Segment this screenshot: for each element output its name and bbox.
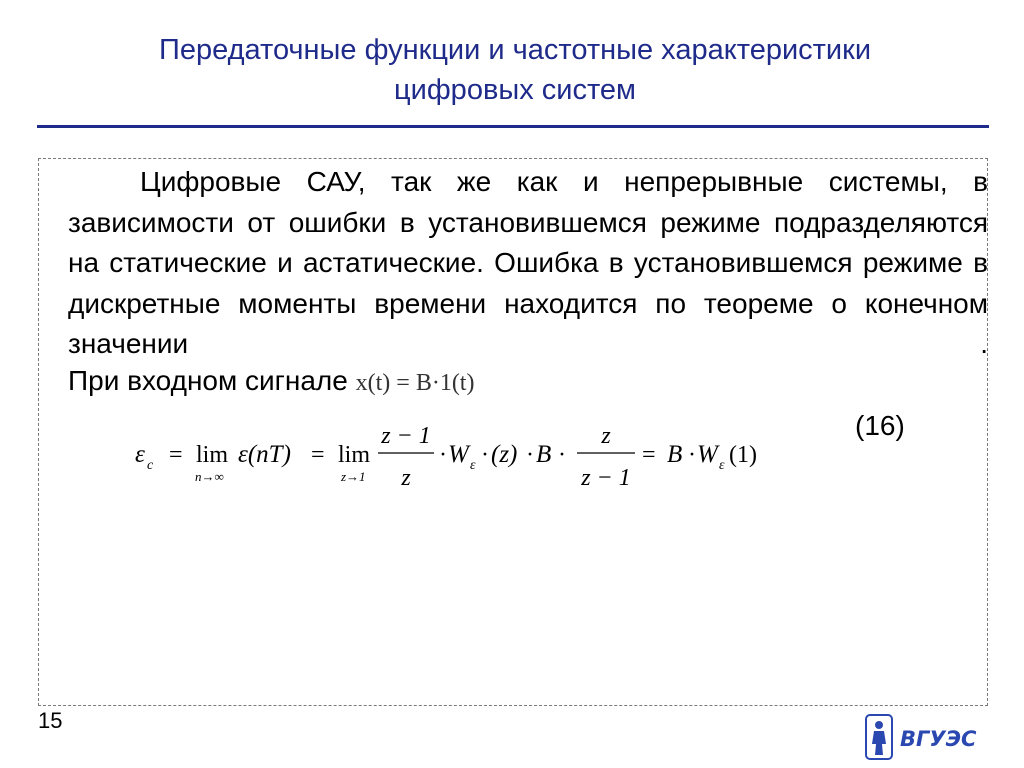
slide-number: 15 [38,708,63,733]
formula-epsilon-sub: c [147,458,154,473]
formula-W-arg: (z) [491,441,518,468]
formula-B-1: B [536,441,552,468]
formula-dot-1: · [439,442,447,468]
formula-dot-5: · [688,442,696,468]
input-signal-label: При входном сигнале [68,365,348,396]
logo-emblem-head [875,721,883,729]
formula-lim-1: lim [196,442,229,468]
formula-eps-nT: ε(nT) [238,441,291,468]
slide-title-line-1: Передаточные функции и частотные характеристики [158,34,872,66]
logo-emblem-figure [872,731,886,755]
body-paragraph [68,162,988,365]
formula-frac2-den: z − 1 [581,465,631,491]
formula-frac1-den: z [401,465,411,491]
formula-dot-3: · [526,442,534,468]
university-logo [864,712,989,762]
formula-final-arg: (1) [729,442,757,468]
formula-dot-4: · [558,442,566,468]
equation-number: (16) [855,410,905,441]
formula-B-2: B [667,441,683,468]
logo-text: ВГУЭС [900,727,977,751]
formula-lim-1-sub: n→∞ [195,469,224,484]
formula-W-sub: ε [470,458,476,473]
formula-W-final: W [697,441,718,468]
paragraph-text: Цифровые САУ, так же как и непрерывные системы, в зависимости от ошибки в установившемся режиме подразделяются на статические и астатические. Ошибка в установившемся режиме в дискретные моменты времени находится по теореме о конечном значении . [68,166,988,359]
formula-W-final-sub: ε [719,458,725,473]
formula-equals-3: = [642,442,656,468]
formula-frac1-num: z − 1 [381,423,431,449]
input-signal-line [68,365,474,397]
formula-lim-2: lim [338,442,371,468]
title-divider [37,125,989,128]
formula-equals-2: = [311,442,325,468]
formula-lim-2-sub: z→1 [341,469,366,484]
formula-dot-2: · [481,442,489,468]
slide-title-line-2: цифровых систем [394,74,636,106]
formula-epsilon: ε [135,441,145,468]
input-signal-expression: x(t) = B·1(t) [355,370,475,396]
slide-title [40,30,990,110]
formula-W: W [448,441,469,468]
formula-equals-1: = [169,442,183,468]
steady-state-error-formula [135,415,775,495]
formula-frac2-num: z [601,423,611,449]
